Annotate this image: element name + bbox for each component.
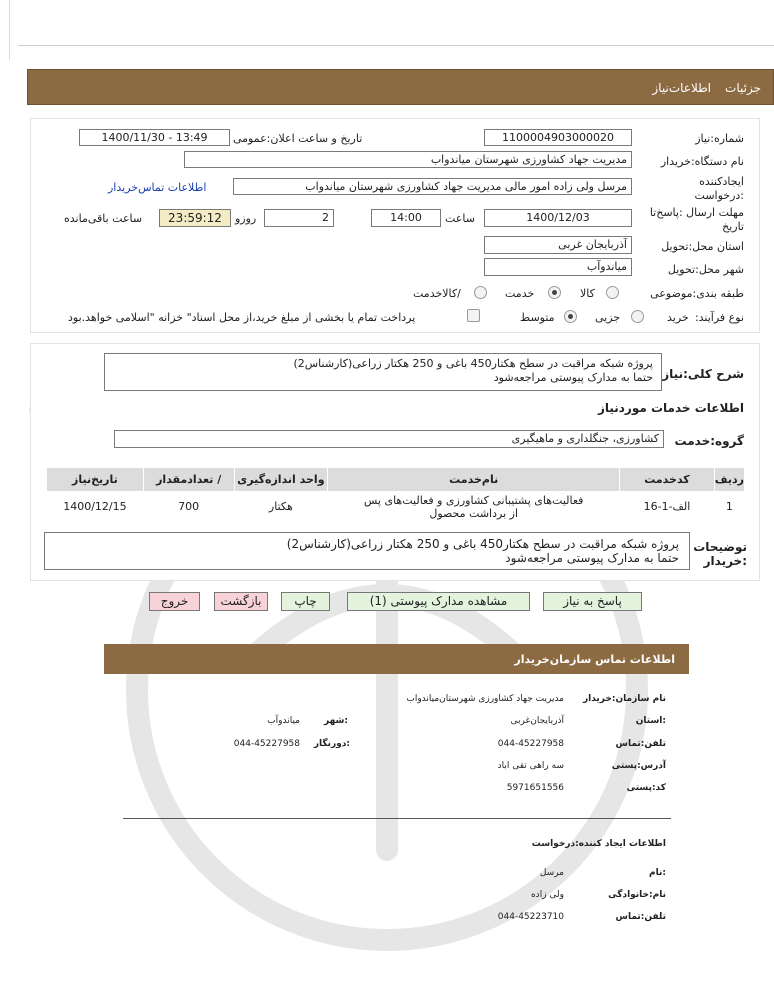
creator-label: ایجادکننده bbox=[699, 175, 744, 188]
province-field: آذربایجان غربی bbox=[484, 236, 632, 254]
buyer-notes-label-2: :خریدار bbox=[703, 554, 747, 568]
province-label: استان محل:تحویل bbox=[661, 240, 744, 253]
need-number-field: 1100004903000020 bbox=[484, 129, 632, 146]
creator-family-label: نام:خانوادگی bbox=[608, 890, 666, 900]
process-buy-label: خرید bbox=[667, 311, 689, 324]
deadline-time-label: ساعت bbox=[445, 212, 475, 225]
back-button[interactable]: بازگشت bbox=[214, 592, 268, 611]
org-value: مدیریت جهاد کشاورزی شهرستان‌میاندواب bbox=[406, 694, 564, 704]
contact-fax-value: 044-45227958 bbox=[233, 739, 300, 749]
col-code: کدخدمت bbox=[620, 468, 715, 492]
summary-box bbox=[104, 353, 662, 391]
summary-line-2: حتما به مدارک پیوستی مراجعه‌شود bbox=[493, 371, 653, 384]
city-label: شهر محل:تحویل bbox=[667, 263, 744, 276]
contact-address-value: سه راهی تقی اباد bbox=[497, 761, 564, 771]
announce-date-field: 1400/11/30 - 13:49 bbox=[79, 129, 230, 146]
category-goods-service-radio[interactable] bbox=[474, 286, 487, 299]
creator-label-2: :درخواست bbox=[694, 189, 744, 202]
city-field: میاندوآب bbox=[484, 258, 632, 276]
creator-field: مرسل ولی زاده امور مالی مدیریت جهاد کشاورزی شهرستان میاندواب bbox=[233, 178, 632, 195]
process-medium-label: متوسط bbox=[520, 311, 555, 324]
cell-unit: هکتار bbox=[234, 492, 328, 522]
cell-code: الف-1-16 bbox=[620, 492, 715, 522]
col-row: ردیف bbox=[714, 468, 744, 492]
contact-city-label: :شهر bbox=[324, 716, 348, 726]
exit-button[interactable]: خروج bbox=[149, 592, 200, 611]
reply-button[interactable]: پاسخ به نیاز bbox=[543, 592, 642, 611]
buyer-notes-label: توضیحات bbox=[693, 540, 747, 554]
cell-row: 1 bbox=[714, 492, 744, 522]
deadline-date-field: 1400/12/03 bbox=[484, 209, 632, 227]
process-minor-label: جزیی bbox=[595, 311, 621, 324]
contact-header bbox=[104, 644, 689, 674]
treasury-payment-note: پرداخت تمام یا بخشی از مبلغ خرید،از محل اسناد" خزانه "اسلامی خواهد.بود bbox=[68, 311, 416, 324]
contact-province-value: آذربایجان‌غربی bbox=[510, 716, 564, 726]
category-label: طبقه بندی:موضوعی bbox=[650, 287, 744, 300]
announce-label: تاریخ و ساعت اعلان:عمومی bbox=[233, 132, 363, 145]
contact-province-label: :استان bbox=[635, 716, 666, 726]
section-divider bbox=[123, 818, 671, 819]
org-label: نام سازمان:خریدار bbox=[582, 694, 666, 704]
summary-line-1: پروژه شبکه مراقبت در سطح هکتار450 باغی و 250 هکتار زراعی(کارشناس2) bbox=[293, 357, 653, 370]
category-goods-radio[interactable] bbox=[606, 286, 619, 299]
print-button[interactable]: چاپ bbox=[281, 592, 330, 611]
contact-fax-label: :دورنگار bbox=[313, 739, 350, 749]
days-label: روزو bbox=[235, 212, 257, 225]
process-minor-radio[interactable] bbox=[631, 310, 644, 323]
services-table bbox=[46, 467, 745, 522]
contact-phone-value: 044-45227958 bbox=[497, 739, 564, 749]
col-name: نام‌خدمت bbox=[328, 468, 620, 492]
service-group-label: گروه:خدمت bbox=[674, 434, 744, 448]
cell-name-line-2: از برداشت محصول bbox=[429, 506, 518, 520]
notes-line-1: پروژه شبکه مراقبت در سطح هکتار450 باغی و 250 هکتار زراعی(کارشناس2) bbox=[286, 537, 679, 551]
tab-details[interactable]: جزئیات bbox=[725, 81, 761, 95]
cell-name bbox=[328, 492, 620, 522]
table-row bbox=[47, 492, 745, 522]
deadline-label: مهلت ارسال :پاسخ‌تا bbox=[649, 206, 744, 219]
buyer-contact-link[interactable]: اطلاعات تماس‌خریدار bbox=[108, 181, 207, 194]
contact-postal-value: 5971651556 bbox=[506, 783, 564, 793]
buyer-notes-box bbox=[44, 532, 690, 570]
buyer-field: مدیریت جهاد کشاورزی شهرستان میاندواب bbox=[184, 151, 632, 168]
cell-name-line-1: فعالیت‌های پشتیبانی کشاورزی و فعالیت‌های پس bbox=[363, 493, 584, 507]
creator-family-value: ولی زاده bbox=[530, 890, 564, 900]
services-title: اطلاعات خدمات موردنیاز bbox=[597, 401, 744, 415]
col-unit: واحد اندازه‌گیری bbox=[234, 468, 328, 492]
table-header-row bbox=[47, 468, 745, 492]
remaining-time-field: 23:59:12 bbox=[159, 209, 231, 227]
category-service-label: خدمت bbox=[505, 287, 535, 300]
creator-name-label: :نام bbox=[649, 868, 666, 878]
buyer-label: نام دستگاه:خریدار bbox=[660, 155, 744, 168]
header-bar bbox=[27, 69, 774, 105]
notes-line-2: حتما به مدارک پیوستی مراجعه‌شود bbox=[505, 551, 679, 565]
left-edge-line bbox=[9, 0, 10, 60]
deadline-time-field: 14:00 bbox=[371, 209, 441, 227]
contact-phone-label: تلفن:تماس bbox=[615, 739, 666, 749]
contact-city-value: میاندوآب bbox=[267, 716, 300, 726]
creator-phone-value: 044-45223710 bbox=[497, 912, 564, 922]
process-label: نوع فرآیند: bbox=[694, 311, 744, 324]
creator-name-value: مرسل bbox=[539, 868, 564, 878]
category-goods-service-label: /کالاخدمت bbox=[413, 287, 461, 300]
top-divider bbox=[18, 45, 774, 46]
contact-postal-label: کد:پستی bbox=[626, 783, 666, 793]
creator-phone-label: تلفن:تماس bbox=[615, 912, 666, 922]
remaining-label: ساعت باقی‌مانده bbox=[64, 212, 143, 225]
service-group-field: کشاورزی، جنگلداری و ماهیگیری bbox=[114, 430, 664, 448]
cell-qty: 700 bbox=[143, 492, 234, 522]
process-medium-radio[interactable] bbox=[564, 310, 577, 323]
cell-date: 1400/12/15 bbox=[47, 492, 144, 522]
tab-need-info[interactable]: اطلاعات‌نیاز bbox=[652, 81, 711, 95]
category-service-radio[interactable] bbox=[548, 286, 561, 299]
col-date: تاریخ‌نیاز bbox=[47, 468, 144, 492]
summary-label: شرح کلی:نیاز bbox=[662, 367, 744, 381]
contact-title: اطلاعات تماس سازمان‌خریدار bbox=[514, 653, 675, 666]
days-field: 2 bbox=[264, 209, 334, 227]
need-number-label: شماره:نیاز bbox=[695, 132, 744, 145]
col-qty: / تعدادمقدار bbox=[143, 468, 234, 492]
category-goods-label: کالا bbox=[580, 287, 595, 300]
contact-address-label: آدرس:پستی bbox=[611, 761, 666, 771]
creator-info-title: اطلاعات ایجاد کننده:درخواست bbox=[531, 839, 666, 849]
deadline-label-2: تاریخ bbox=[722, 220, 744, 233]
treasury-payment-checkbox[interactable] bbox=[467, 309, 480, 322]
view-attachments-button[interactable]: مشاهده مدارک پیوستی (1) bbox=[347, 592, 530, 611]
